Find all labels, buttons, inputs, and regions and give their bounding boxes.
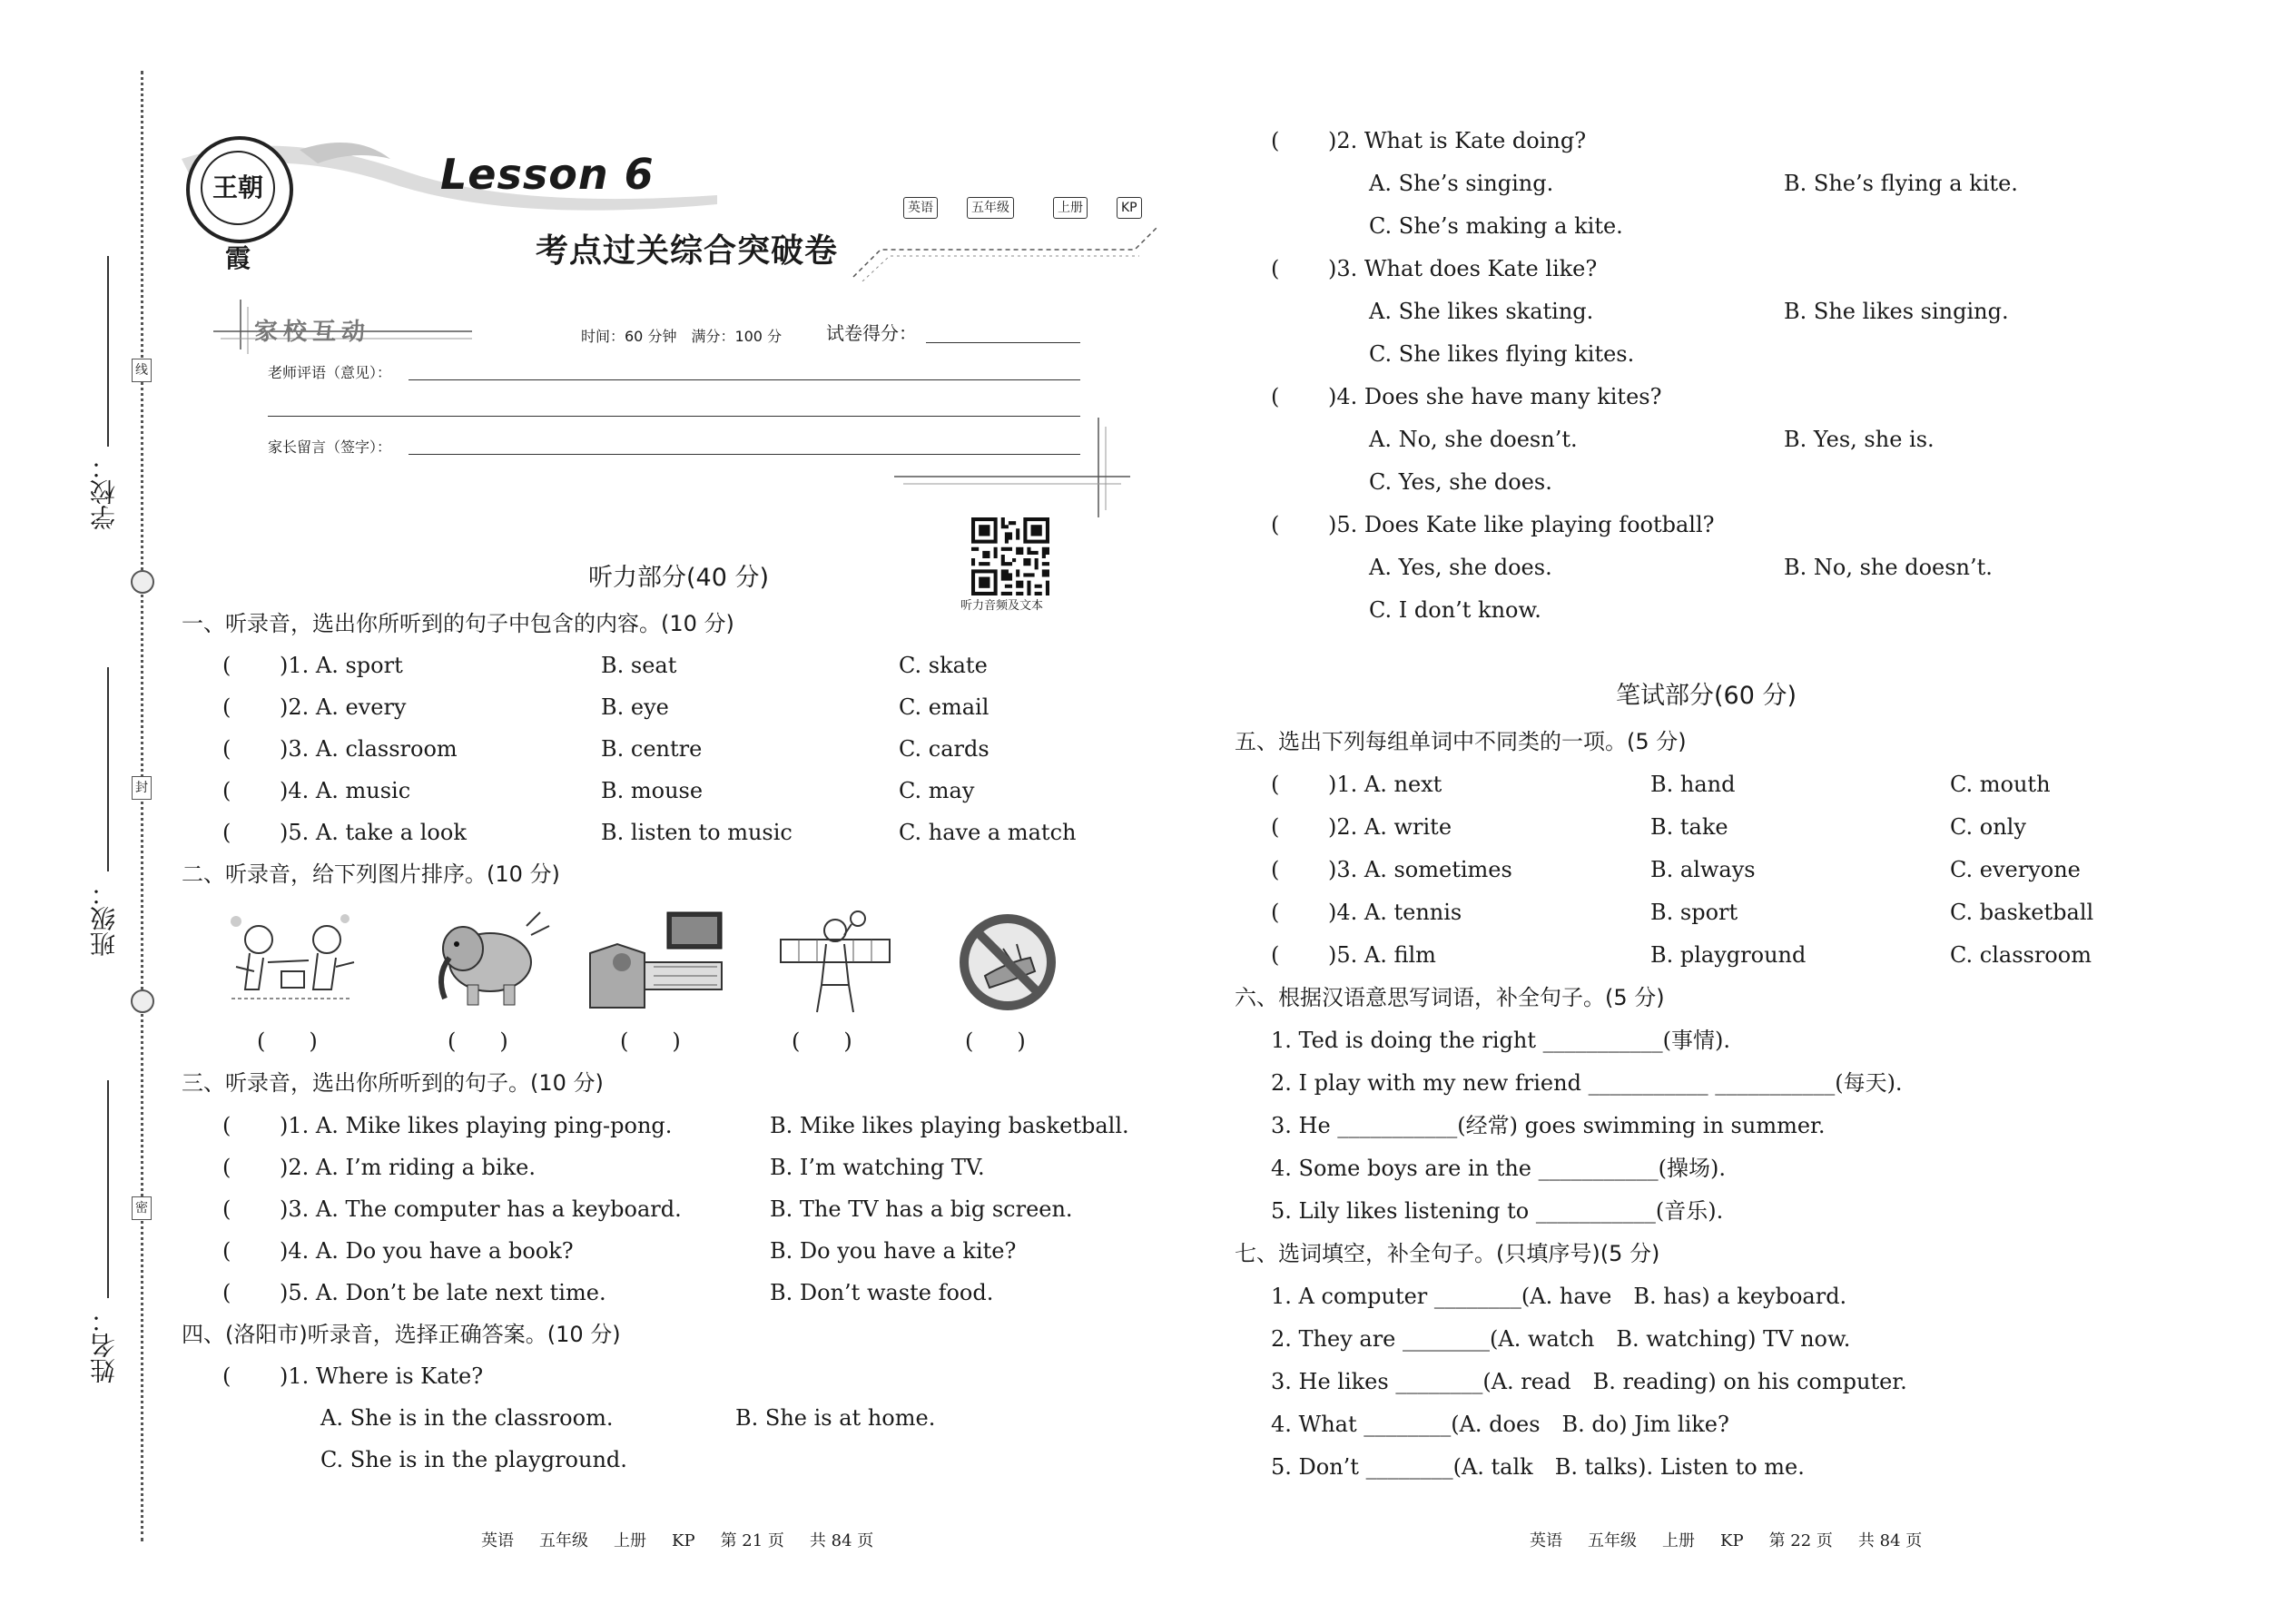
binding-hole-icon bbox=[131, 989, 154, 1013]
answer-blank[interactable]: ( bbox=[222, 653, 231, 678]
question-option-b: B. I’m watching TV. bbox=[770, 1155, 985, 1180]
footer-volume: 上册 bbox=[1662, 1531, 1695, 1550]
score-field[interactable] bbox=[926, 342, 1080, 343]
question-option-a: )4. A. Do you have a book? bbox=[280, 1238, 574, 1264]
logo-text: 王朝霞 bbox=[201, 151, 275, 225]
question-option-a: )1. A. next bbox=[1328, 772, 1442, 797]
section-5-title: 五、选出下列每组单词中不同类的一项。(5 分) bbox=[1235, 729, 1687, 754]
question-option-a: )4. A. tennis bbox=[1328, 900, 1462, 925]
parent-comment-label: 家长留言（签字）： bbox=[268, 438, 392, 456]
question-option-c: C. only bbox=[1950, 814, 2026, 840]
qr-caption: 听力音频及文本 bbox=[960, 599, 1044, 613]
picture-order-blank[interactable]: ( ) bbox=[965, 1029, 1026, 1054]
choice-sentence[interactable]: 2. They are ________(A. watch B. watching) TV now. bbox=[1271, 1326, 1851, 1352]
question-option-c: C. skate bbox=[899, 653, 988, 678]
teacher-comment-label: 老师评语（意见）： bbox=[268, 364, 392, 381]
teacher-comment-field-line2[interactable] bbox=[268, 416, 1080, 417]
section-2-title: 二、听录音，给下列图片排序。(10 分) bbox=[182, 861, 560, 887]
footer-volume: 上册 bbox=[614, 1531, 646, 1550]
question-option-a: )5. A. take a look bbox=[280, 820, 467, 845]
score-label: 试卷得分： bbox=[826, 322, 917, 344]
question-option-b: B. eye bbox=[601, 694, 669, 720]
picture-order-blank[interactable]: ( ) bbox=[620, 1029, 681, 1054]
teacher-comment-field[interactable] bbox=[409, 379, 1080, 380]
question-option-b: B. sport bbox=[1650, 900, 1738, 925]
question-text: )1. Where is Kate? bbox=[280, 1363, 484, 1389]
question-option-a: A. She’s singing. bbox=[1369, 171, 1554, 196]
question-option-a: A. No, she doesn’t. bbox=[1369, 427, 1578, 452]
question-option-c: C. may bbox=[899, 778, 975, 803]
footer-total: 共 84 页 bbox=[809, 1531, 874, 1550]
question-option-b: B. No, she doesn’t. bbox=[1784, 555, 1993, 580]
tag-edition: KP bbox=[1117, 197, 1142, 219]
answer-blank[interactable]: ( bbox=[1271, 384, 1280, 409]
binding-box-xian: 线 bbox=[132, 359, 152, 382]
footer-right bbox=[1530, 1528, 1947, 1551]
tag-volume: 上册 bbox=[1053, 197, 1088, 219]
answer-blank[interactable]: ( bbox=[1271, 814, 1280, 840]
publisher-logo bbox=[186, 136, 293, 273]
fill-in-sentence[interactable]: 1. Ted is doing the right ___________(事情). bbox=[1271, 1028, 1730, 1053]
choice-sentence[interactable]: 3. He likes ________(A. read B. reading) on his computer. bbox=[1271, 1369, 1907, 1394]
footer-grade: 五年级 bbox=[1588, 1531, 1637, 1550]
question-option-c: C. She’s making a kite. bbox=[1369, 213, 1623, 239]
answer-blank[interactable]: ( bbox=[1271, 256, 1280, 281]
question-option-a: )3. A. sometimes bbox=[1328, 857, 1512, 882]
binding-dotted-line bbox=[141, 71, 143, 1541]
answer-blank[interactable]: ( bbox=[222, 1196, 231, 1222]
home-school-heading: 家校互动 bbox=[254, 319, 371, 346]
answer-blank[interactable]: ( bbox=[1271, 942, 1280, 968]
fill-in-sentence[interactable]: 4. Some boys are in the ___________(操场). bbox=[1271, 1156, 1726, 1181]
answer-blank[interactable]: ( bbox=[222, 1238, 231, 1264]
name-field[interactable] bbox=[107, 1080, 109, 1298]
answer-blank[interactable]: ( bbox=[222, 1113, 231, 1138]
question-option-b: B. playground bbox=[1650, 942, 1807, 968]
tag-grade: 五年级 bbox=[967, 197, 1014, 219]
header-dashed-decoration bbox=[835, 209, 1162, 281]
question-option-b: B. hand bbox=[1650, 772, 1736, 797]
question-option-c: C. She is in the playground. bbox=[320, 1447, 627, 1472]
picture-order-blank[interactable]: ( ) bbox=[792, 1029, 852, 1054]
binding-box-feng: 封 bbox=[132, 776, 152, 800]
question-option-a: )5. A. film bbox=[1328, 942, 1436, 968]
question-option-b: B. She is at home. bbox=[735, 1405, 936, 1431]
footer-edition: KP bbox=[672, 1531, 695, 1550]
answer-blank[interactable]: ( bbox=[222, 1280, 231, 1305]
question-option-c: C. Yes, she does. bbox=[1369, 469, 1552, 495]
question-option-b: B. listen to music bbox=[601, 820, 793, 845]
question-option-a: )4. A. music bbox=[280, 778, 411, 803]
question-option-a: A. Yes, she does. bbox=[1369, 555, 1552, 580]
picture-elephant bbox=[413, 908, 558, 1017]
question-option-a: A. She is in the classroom. bbox=[320, 1405, 614, 1431]
footer-left bbox=[481, 1528, 899, 1551]
footer-grade: 五年级 bbox=[539, 1531, 588, 1550]
answer-blank[interactable]: ( bbox=[1271, 128, 1280, 153]
question-option-c: C. She likes flying kites. bbox=[1369, 341, 1635, 367]
binding-box-mi: 密 bbox=[132, 1196, 152, 1220]
picture-watching-tv bbox=[581, 908, 726, 1017]
question-option-a: )1. A. sport bbox=[280, 653, 403, 678]
time-info: 时间：60 分钟 满分：100 分 bbox=[581, 328, 783, 345]
question-option-b: B. The TV has a big screen. bbox=[770, 1196, 1073, 1222]
footer-total: 共 84 页 bbox=[1857, 1531, 1923, 1550]
picture-ping-pong bbox=[763, 908, 908, 1017]
lesson-title: Lesson 6 bbox=[440, 150, 655, 199]
footer-page: 第 22 页 bbox=[1768, 1531, 1833, 1550]
qr-code-icon[interactable] bbox=[971, 517, 1049, 595]
question-option-c: C. mouth bbox=[1950, 772, 2051, 797]
question-option-a: A. She likes skating. bbox=[1369, 299, 1594, 324]
question-option-c: C. email bbox=[899, 694, 989, 720]
question-option-c: C. everyone bbox=[1950, 857, 2081, 882]
choice-sentence[interactable]: 4. What ________(A. does B. do) Jim like? bbox=[1271, 1412, 1729, 1437]
footer-subject: 英语 bbox=[1530, 1531, 1562, 1550]
answer-blank[interactable]: ( bbox=[1271, 900, 1280, 925]
footer-subject: 英语 bbox=[481, 1531, 514, 1550]
choice-sentence[interactable]: 5. Don’t ________(A. talk B. talks). Listen to me. bbox=[1271, 1454, 1805, 1480]
question-option-a: )3. A. The computer has a keyboard. bbox=[280, 1196, 682, 1222]
question-option-a: )2. A. every bbox=[280, 694, 407, 720]
exam-subtitle: 考点过关综合突破卷 bbox=[536, 231, 839, 270]
fill-in-sentence[interactable]: 2. I play with my new friend ___________ ___________(每天). bbox=[1271, 1070, 1903, 1096]
question-option-c: C. I don’t know. bbox=[1369, 597, 1541, 623]
no-food-sign-icon bbox=[935, 908, 1080, 1017]
answer-blank[interactable]: ( bbox=[222, 1363, 231, 1389]
question-option-a: )1. A. Mike likes playing ping-pong. bbox=[280, 1113, 673, 1138]
answer-blank[interactable]: ( bbox=[1271, 857, 1280, 882]
question-option-b: B. take bbox=[1650, 814, 1728, 840]
school-label: 学校： bbox=[89, 454, 119, 530]
fill-in-sentence[interactable]: 5. Lily likes listening to ___________(音乐). bbox=[1271, 1198, 1724, 1224]
answer-blank[interactable]: ( bbox=[222, 820, 231, 845]
fill-in-sentence[interactable]: 3. He ___________(经常) goes swimming in summer. bbox=[1271, 1113, 1826, 1138]
question-option-b: B. Mike likes playing basketball. bbox=[770, 1113, 1129, 1138]
question-option-b: B. She’s flying a kite. bbox=[1784, 171, 2018, 196]
question-option-b: B. Yes, she is. bbox=[1784, 427, 1935, 452]
section-7-title: 七、选词填空，补全句子。(只填序号)(5 分) bbox=[1235, 1241, 1660, 1266]
question-text: )4. Does she have many kites? bbox=[1328, 384, 1662, 409]
answer-blank[interactable]: ( bbox=[222, 778, 231, 803]
listening-title: 听力部分(40 分) bbox=[588, 564, 770, 592]
picture-order-blank[interactable]: ( ) bbox=[448, 1029, 508, 1054]
footer-edition: KP bbox=[1720, 1531, 1744, 1550]
question-text: )2. What is Kate doing? bbox=[1328, 128, 1587, 153]
question-option-b: B. Do you have a kite? bbox=[770, 1238, 1017, 1264]
question-option-a: )5. A. Don’t be late next time. bbox=[280, 1280, 606, 1305]
question-option-b: B. Don’t waste food. bbox=[770, 1280, 994, 1305]
question-option-c: C. basketball bbox=[1950, 900, 2094, 925]
question-option-b: B. centre bbox=[601, 736, 703, 762]
section-4-title: 四、(洛阳市)听录音，选择正确答案。(10 分) bbox=[182, 1322, 621, 1347]
writing-title: 笔试部分(60 分) bbox=[1616, 682, 1797, 710]
parent-comment-field[interactable] bbox=[409, 454, 1080, 455]
school-field[interactable] bbox=[107, 256, 109, 447]
binding-hole-icon bbox=[131, 570, 154, 594]
class-label: 班级： bbox=[89, 881, 119, 957]
question-text: )3. What does Kate like? bbox=[1328, 256, 1598, 281]
footer-page: 第 21 页 bbox=[720, 1531, 784, 1550]
question-option-c: C. classroom bbox=[1950, 942, 2092, 968]
question-option-b: B. always bbox=[1650, 857, 1756, 882]
question-option-a: )3. A. classroom bbox=[280, 736, 458, 762]
answer-blank[interactable]: ( bbox=[222, 736, 231, 762]
section-3-title: 三、听录音，选出你所听到的句子。(10 分) bbox=[182, 1070, 604, 1096]
choice-sentence[interactable]: 1. A computer ________(A. have B. has) a keyboard. bbox=[1271, 1284, 1847, 1309]
question-option-a: )2. A. write bbox=[1328, 814, 1452, 840]
tag-subject: 英语 bbox=[903, 197, 938, 219]
question-option-b: B. mouse bbox=[601, 778, 704, 803]
answer-blank[interactable]: ( bbox=[1271, 772, 1280, 797]
question-option-b: B. seat bbox=[601, 653, 677, 678]
answer-blank[interactable]: ( bbox=[1271, 512, 1280, 537]
question-option-b: B. She likes singing. bbox=[1784, 299, 2009, 324]
section-6-title: 六、根据汉语意思写词语，补全句子。(5 分) bbox=[1235, 985, 1665, 1010]
answer-blank[interactable]: ( bbox=[222, 694, 231, 720]
class-field[interactable] bbox=[107, 667, 109, 871]
picture-order-blank[interactable]: ( ) bbox=[257, 1029, 318, 1054]
question-option-a: )2. A. I’m riding a bike. bbox=[280, 1155, 536, 1180]
question-text: )5. Does Kate like playing football? bbox=[1328, 512, 1715, 537]
name-label: 姓名： bbox=[89, 1307, 119, 1383]
answer-blank[interactable]: ( bbox=[222, 1155, 231, 1180]
section-1-title: 一、听录音，选出你所听到的句子中包含的内容。(10 分) bbox=[182, 611, 734, 636]
picture-kids-playing bbox=[218, 908, 363, 1017]
question-option-c: C. cards bbox=[899, 736, 989, 762]
question-option-c: C. have a match bbox=[899, 820, 1077, 845]
